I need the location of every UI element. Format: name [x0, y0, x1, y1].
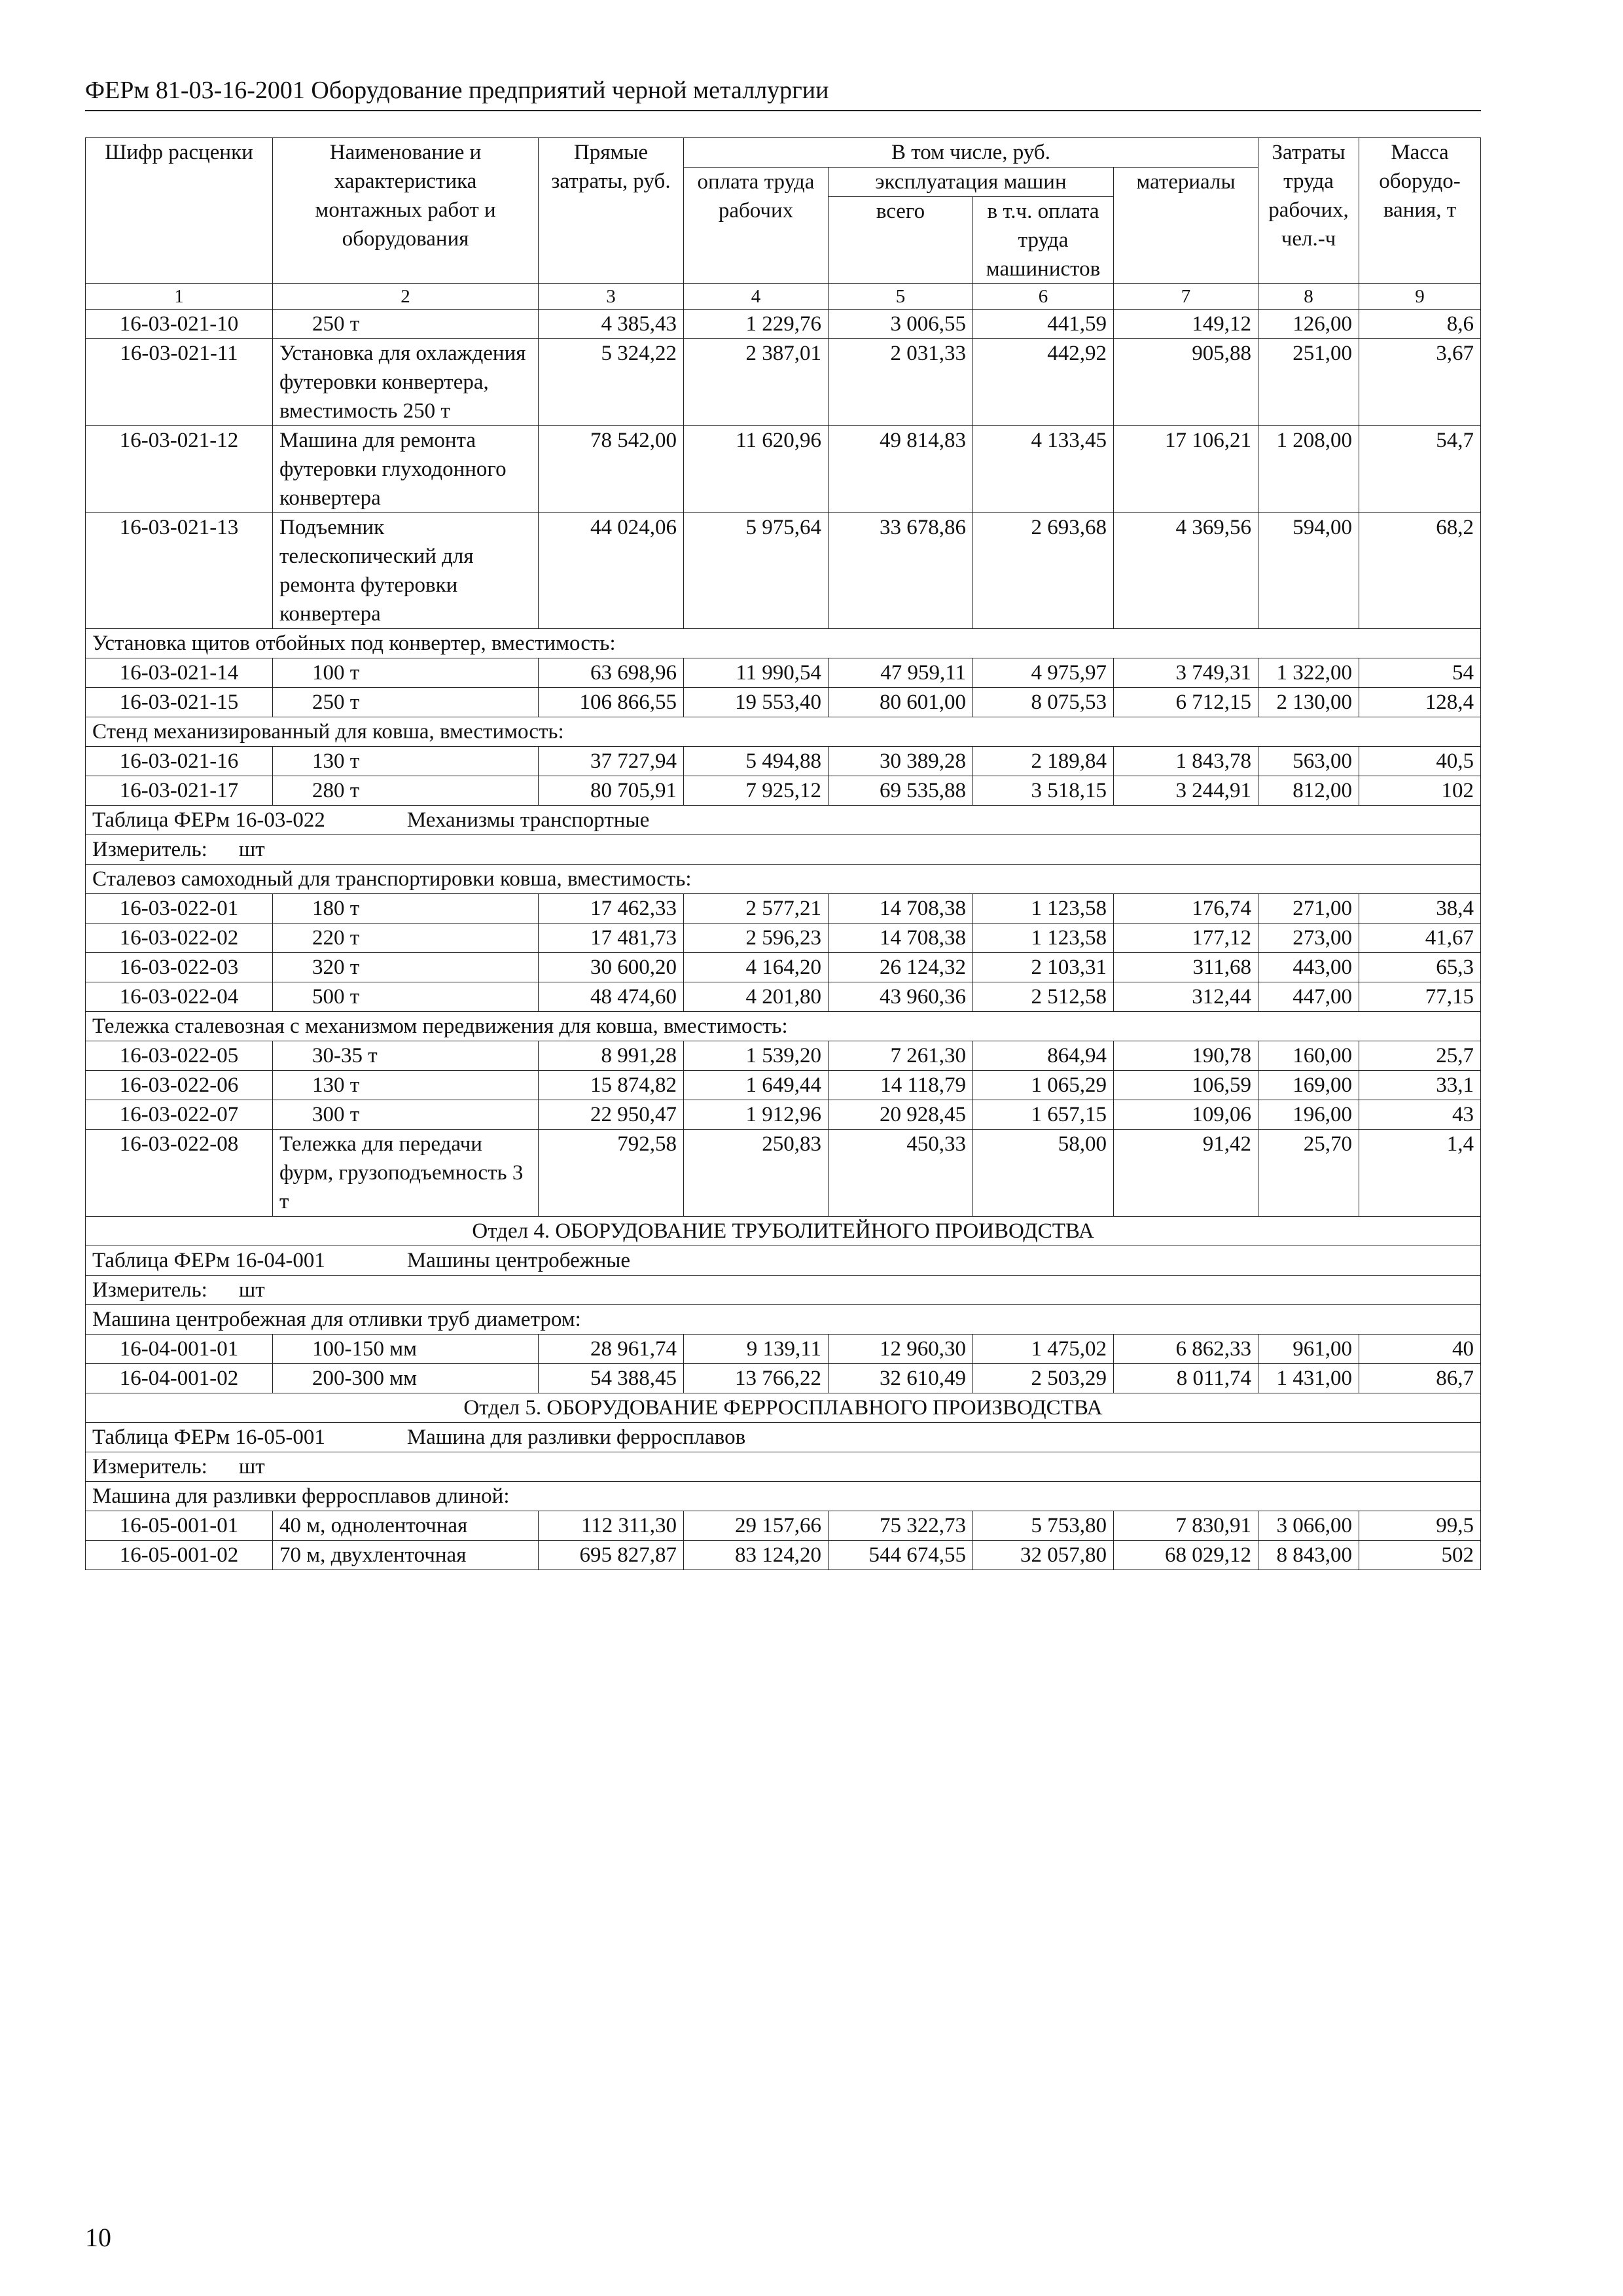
work-name: Тележка для передачи фурм, грузоподъемность 3 т — [273, 1130, 539, 1217]
labor-hours: 25,70 — [1258, 1130, 1359, 1217]
machines-total: 30 389,28 — [829, 747, 973, 776]
work-name: 70 м, двухленточная — [273, 1541, 539, 1570]
col-header-machinists-pay: в т.ч. оплата труда машинистов — [973, 197, 1114, 284]
table-row — [86, 1130, 1481, 1217]
table-row — [86, 310, 1481, 339]
equipment-mass: 43 — [1359, 1100, 1481, 1130]
labor-hours: 126,00 — [1258, 310, 1359, 339]
equipment-mass: 68,2 — [1359, 513, 1481, 629]
machines-total: 450,33 — [829, 1130, 973, 1217]
column-number: 5 — [829, 284, 973, 310]
materials: 91,42 — [1114, 1130, 1258, 1217]
labor-pay: 9 139,11 — [684, 1335, 829, 1364]
measure-row — [86, 835, 1481, 865]
machinists-pay: 2 693,68 — [973, 513, 1114, 629]
measure-value: шт — [238, 1278, 265, 1302]
table-row — [86, 982, 1481, 1012]
work-name: Установка для охлаждения футеровки конвертера, вместимость 250 т — [273, 339, 539, 426]
column-number: 4 — [684, 284, 829, 310]
direct-costs: 17 462,33 — [539, 894, 684, 924]
machinists-pay: 3 518,15 — [973, 776, 1114, 806]
materials: 68 029,12 — [1114, 1541, 1258, 1570]
group-heading: Тележка сталевозная с механизмом передвижения для ковша, вместимость: — [86, 1012, 1481, 1041]
equipment-mass: 40 — [1359, 1335, 1481, 1364]
equipment-mass: 102 — [1359, 776, 1481, 806]
materials: 177,12 — [1114, 924, 1258, 953]
running-header: ФЕРм 81-03-16-2001 Оборудование предприятий черной металлургии — [85, 71, 1481, 111]
work-name: 500 т — [273, 982, 539, 1012]
machines-total: 75 322,73 — [829, 1511, 973, 1541]
table-title — [86, 806, 1481, 835]
machines-total: 12 960,30 — [829, 1335, 973, 1364]
direct-costs: 44 024,06 — [539, 513, 684, 629]
equipment-mass: 38,4 — [1359, 894, 1481, 924]
work-name: Машина для ремонта футеровки глуходонного конвертера — [273, 426, 539, 513]
rate-code: 16-03-021-15 — [86, 688, 273, 717]
machinists-pay: 2 512,58 — [973, 982, 1114, 1012]
work-name: 180 т — [273, 894, 539, 924]
rate-code: 16-03-021-17 — [86, 776, 273, 806]
labor-pay: 1 229,76 — [684, 310, 829, 339]
table-title — [86, 1423, 1481, 1452]
direct-costs: 15 874,82 — [539, 1071, 684, 1100]
section-heading: Отдел 4. ОБОРУДОВАНИЕ ТРУБОЛИТЕЙНОГО ПРОИВОДСТВА — [86, 1217, 1481, 1246]
col-group-machines: эксплуатация машин — [829, 168, 1114, 197]
equipment-mass: 54,7 — [1359, 426, 1481, 513]
equipment-mass: 3,67 — [1359, 339, 1481, 426]
labor-pay: 13 766,22 — [684, 1364, 829, 1393]
table-row — [86, 339, 1481, 426]
labor-hours: 3 066,00 — [1258, 1511, 1359, 1541]
materials: 7 830,91 — [1114, 1511, 1258, 1541]
labor-hours: 2 130,00 — [1258, 688, 1359, 717]
table-title-code: Таблица ФЕРм 16-03-022 — [92, 808, 325, 832]
direct-costs: 17 481,73 — [539, 924, 684, 953]
direct-costs: 54 388,45 — [539, 1364, 684, 1393]
machinists-pay: 1 123,58 — [973, 894, 1114, 924]
measure-unit — [86, 1452, 1481, 1482]
materials: 4 369,56 — [1114, 513, 1258, 629]
rate-code: 16-03-022-04 — [86, 982, 273, 1012]
work-name: 250 т — [273, 688, 539, 717]
measure-row — [86, 1276, 1481, 1305]
rate-code: 16-03-021-13 — [86, 513, 273, 629]
work-name: 200-300 мм — [273, 1364, 539, 1393]
section-heading-row — [86, 1393, 1481, 1423]
materials: 106,59 — [1114, 1071, 1258, 1100]
group-heading-row — [86, 717, 1481, 747]
measure-unit — [86, 1276, 1481, 1305]
labor-pay: 4 164,20 — [684, 953, 829, 982]
labor-pay: 5 975,64 — [684, 513, 829, 629]
labor-hours: 251,00 — [1258, 339, 1359, 426]
direct-costs: 792,58 — [539, 1130, 684, 1217]
table-title — [86, 1246, 1481, 1276]
col-header-code: Шифр расценки — [86, 138, 273, 284]
table-title-name: Машины центробежные — [406, 1249, 631, 1272]
machinists-pay: 441,59 — [973, 310, 1114, 339]
machinists-pay: 1 123,58 — [973, 924, 1114, 953]
materials: 3 244,91 — [1114, 776, 1258, 806]
column-number: 9 — [1359, 284, 1481, 310]
rate-code: 16-03-022-02 — [86, 924, 273, 953]
page-number: 10 — [85, 2223, 111, 2252]
machines-total: 3 006,55 — [829, 310, 973, 339]
measure-label: Измеритель: — [92, 1278, 207, 1302]
equipment-mass: 54 — [1359, 658, 1481, 688]
equipment-mass: 128,4 — [1359, 688, 1481, 717]
machines-total: 7 261,30 — [829, 1041, 973, 1071]
labor-hours: 1 431,00 — [1258, 1364, 1359, 1393]
labor-hours: 271,00 — [1258, 894, 1359, 924]
equipment-mass: 25,7 — [1359, 1041, 1481, 1071]
direct-costs: 8 991,28 — [539, 1041, 684, 1071]
measure-row — [86, 1452, 1481, 1482]
labor-hours: 812,00 — [1258, 776, 1359, 806]
rate-code: 16-05-001-02 — [86, 1541, 273, 1570]
section-heading-row — [86, 1217, 1481, 1246]
table-row — [86, 776, 1481, 806]
group-heading: Стенд механизированный для ковша, вместимость: — [86, 717, 1481, 747]
measure-label: Измеритель: — [92, 838, 207, 861]
equipment-mass: 41,67 — [1359, 924, 1481, 953]
table-row — [86, 1100, 1481, 1130]
col-header-materials: материалы — [1114, 168, 1258, 284]
machines-total: 49 814,83 — [829, 426, 973, 513]
col-header-mass: Масса оборудо-вания, т — [1359, 138, 1481, 284]
labor-pay: 1 649,44 — [684, 1071, 829, 1100]
work-name: 130 т — [273, 1071, 539, 1100]
col-header-name: Наименование и характеристика монтажных работ и оборудования — [273, 138, 539, 284]
machines-total: 80 601,00 — [829, 688, 973, 717]
group-heading-row — [86, 1012, 1481, 1041]
machines-total: 20 928,45 — [829, 1100, 973, 1130]
materials: 149,12 — [1114, 310, 1258, 339]
machines-total: 32 610,49 — [829, 1364, 973, 1393]
labor-pay: 2 387,01 — [684, 339, 829, 426]
machinists-pay: 2 503,29 — [973, 1364, 1114, 1393]
col-header-direct-costs: Прямые затраты, руб. — [539, 138, 684, 284]
table-row — [86, 1335, 1481, 1364]
labor-pay: 4 201,80 — [684, 982, 829, 1012]
machines-total: 14 708,38 — [829, 894, 973, 924]
labor-hours: 169,00 — [1258, 1071, 1359, 1100]
work-name: Подъемник телескопический для ремонта футеровки конвертера — [273, 513, 539, 629]
table-title-row — [86, 1246, 1481, 1276]
table-title-code: Таблица ФЕРм 16-05-001 — [92, 1426, 325, 1449]
direct-costs: 22 950,47 — [539, 1100, 684, 1130]
table-row — [86, 894, 1481, 924]
machines-total: 544 674,55 — [829, 1541, 973, 1570]
machines-total: 33 678,86 — [829, 513, 973, 629]
materials: 17 106,21 — [1114, 426, 1258, 513]
table-row — [86, 658, 1481, 688]
rate-code: 16-03-021-12 — [86, 426, 273, 513]
direct-costs: 78 542,00 — [539, 426, 684, 513]
direct-costs: 37 727,94 — [539, 747, 684, 776]
rate-code: 16-03-022-05 — [86, 1041, 273, 1071]
machinists-pay: 32 057,80 — [973, 1541, 1114, 1570]
direct-costs: 5 324,22 — [539, 339, 684, 426]
machines-total: 69 535,88 — [829, 776, 973, 806]
col-header-labor-hours: Затраты труда рабочих, чел.-ч — [1258, 138, 1359, 284]
direct-costs: 63 698,96 — [539, 658, 684, 688]
direct-costs: 30 600,20 — [539, 953, 684, 982]
labor-hours: 8 843,00 — [1258, 1541, 1359, 1570]
rate-code: 16-03-022-06 — [86, 1071, 273, 1100]
column-number: 6 — [973, 284, 1114, 310]
group-heading: Машина центробежная для отливки труб диаметром: — [86, 1305, 1481, 1335]
machines-total: 14 118,79 — [829, 1071, 973, 1100]
materials: 8 011,74 — [1114, 1364, 1258, 1393]
equipment-mass: 65,3 — [1359, 953, 1481, 982]
machinists-pay: 1 475,02 — [973, 1335, 1114, 1364]
table-row — [86, 513, 1481, 629]
measure-value: шт — [238, 838, 265, 861]
rate-code: 16-03-022-07 — [86, 1100, 273, 1130]
work-name: 250 т — [273, 310, 539, 339]
equipment-mass: 86,7 — [1359, 1364, 1481, 1393]
labor-hours: 594,00 — [1258, 513, 1359, 629]
table-title-code: Таблица ФЕРм 16-04-001 — [92, 1249, 325, 1272]
direct-costs: 695 827,87 — [539, 1541, 684, 1570]
table-title-row — [86, 1423, 1481, 1452]
table-row — [86, 426, 1481, 513]
labor-hours: 1 208,00 — [1258, 426, 1359, 513]
work-name: 280 т — [273, 776, 539, 806]
table-row — [86, 688, 1481, 717]
labor-pay: 11 620,96 — [684, 426, 829, 513]
table-row — [86, 1041, 1481, 1071]
machinists-pay: 442,92 — [973, 339, 1114, 426]
measure-label: Измеритель: — [92, 1455, 207, 1479]
table-row — [86, 953, 1481, 982]
materials: 109,06 — [1114, 1100, 1258, 1130]
rate-code: 16-03-022-08 — [86, 1130, 273, 1217]
equipment-mass: 502 — [1359, 1541, 1481, 1570]
rate-code: 16-03-022-03 — [86, 953, 273, 982]
labor-pay: 1 912,96 — [684, 1100, 829, 1130]
price-table — [85, 137, 1481, 1570]
machinists-pay: 2 189,84 — [973, 747, 1114, 776]
labor-pay: 1 539,20 — [684, 1041, 829, 1071]
machinists-pay: 1 657,15 — [973, 1100, 1114, 1130]
column-number: 8 — [1258, 284, 1359, 310]
table-title-name: Машина для разливки ферросплавов — [406, 1426, 746, 1449]
table-header — [86, 138, 1481, 310]
machines-total: 43 960,36 — [829, 982, 973, 1012]
labor-hours: 563,00 — [1258, 747, 1359, 776]
work-name: 320 т — [273, 953, 539, 982]
direct-costs: 80 705,91 — [539, 776, 684, 806]
table-title-name: Механизмы транспортные — [406, 808, 650, 832]
work-name: 100-150 мм — [273, 1335, 539, 1364]
col-header-machines-total: всего — [829, 197, 973, 284]
direct-costs: 4 385,43 — [539, 310, 684, 339]
measure-unit — [86, 835, 1481, 865]
machines-total: 47 959,11 — [829, 658, 973, 688]
column-number: 1 — [86, 284, 273, 310]
column-numbers-row — [86, 284, 1481, 310]
rate-code: 16-03-022-01 — [86, 894, 273, 924]
machinists-pay: 8 075,53 — [973, 688, 1114, 717]
labor-pay: 2 596,23 — [684, 924, 829, 953]
labor-hours: 961,00 — [1258, 1335, 1359, 1364]
materials: 311,68 — [1114, 953, 1258, 982]
labor-pay: 19 553,40 — [684, 688, 829, 717]
materials: 176,74 — [1114, 894, 1258, 924]
machinists-pay: 4 133,45 — [973, 426, 1114, 513]
direct-costs: 28 961,74 — [539, 1335, 684, 1364]
group-heading-row — [86, 1482, 1481, 1511]
rate-code: 16-03-021-16 — [86, 747, 273, 776]
group-heading: Сталевоз самоходный для транспортировки ковша, вместимость: — [86, 865, 1481, 894]
labor-pay: 2 577,21 — [684, 894, 829, 924]
section-heading: Отдел 5. ОБОРУДОВАНИЕ ФЕРРОСПЛАВНОГО ПРОИЗВОДСТВА — [86, 1393, 1481, 1423]
measure-value: шт — [238, 1455, 265, 1479]
labor-pay: 7 925,12 — [684, 776, 829, 806]
machinists-pay: 58,00 — [973, 1130, 1114, 1217]
work-name: 300 т — [273, 1100, 539, 1130]
equipment-mass: 1,4 — [1359, 1130, 1481, 1217]
materials: 3 749,31 — [1114, 658, 1258, 688]
materials: 312,44 — [1114, 982, 1258, 1012]
labor-pay: 11 990,54 — [684, 658, 829, 688]
rate-code: 16-03-021-14 — [86, 658, 273, 688]
work-name: 40 м, одноленточная — [273, 1511, 539, 1541]
equipment-mass: 77,15 — [1359, 982, 1481, 1012]
machinists-pay: 1 065,29 — [973, 1071, 1114, 1100]
column-number: 3 — [539, 284, 684, 310]
direct-costs: 112 311,30 — [539, 1511, 684, 1541]
rate-code: 16-04-001-02 — [86, 1364, 273, 1393]
machinists-pay: 2 103,31 — [973, 953, 1114, 982]
work-name: 30-35 т — [273, 1041, 539, 1071]
table-body — [86, 310, 1481, 1570]
labor-hours: 1 322,00 — [1258, 658, 1359, 688]
labor-pay: 29 157,66 — [684, 1511, 829, 1541]
labor-hours: 160,00 — [1258, 1041, 1359, 1071]
equipment-mass: 33,1 — [1359, 1071, 1481, 1100]
table-row — [86, 924, 1481, 953]
labor-pay: 83 124,20 — [684, 1541, 829, 1570]
rate-code: 16-05-001-01 — [86, 1511, 273, 1541]
direct-costs: 48 474,60 — [539, 982, 684, 1012]
labor-pay: 5 494,88 — [684, 747, 829, 776]
column-number: 7 — [1114, 284, 1258, 310]
table-row — [86, 1364, 1481, 1393]
labor-hours: 273,00 — [1258, 924, 1359, 953]
machinists-pay: 5 753,80 — [973, 1511, 1114, 1541]
group-heading-row — [86, 1305, 1481, 1335]
equipment-mass: 99,5 — [1359, 1511, 1481, 1541]
work-name: 100 т — [273, 658, 539, 688]
work-name: 130 т — [273, 747, 539, 776]
labor-hours: 443,00 — [1258, 953, 1359, 982]
direct-costs: 106 866,55 — [539, 688, 684, 717]
materials: 905,88 — [1114, 339, 1258, 426]
group-heading: Машина для разливки ферросплавов длиной: — [86, 1482, 1481, 1511]
table-row — [86, 1071, 1481, 1100]
equipment-mass: 8,6 — [1359, 310, 1481, 339]
labor-hours: 447,00 — [1258, 982, 1359, 1012]
col-group-including: В том числе, руб. — [684, 138, 1258, 168]
machines-total: 14 708,38 — [829, 924, 973, 953]
work-name: 220 т — [273, 924, 539, 953]
machinists-pay: 4 975,97 — [973, 658, 1114, 688]
labor-hours: 196,00 — [1258, 1100, 1359, 1130]
group-heading-row — [86, 865, 1481, 894]
table-row — [86, 1511, 1481, 1541]
materials: 1 843,78 — [1114, 747, 1258, 776]
materials: 6 712,15 — [1114, 688, 1258, 717]
column-number: 2 — [273, 284, 539, 310]
materials: 190,78 — [1114, 1041, 1258, 1071]
group-heading-row — [86, 629, 1481, 658]
table-title-row — [86, 806, 1481, 835]
machines-total: 2 031,33 — [829, 339, 973, 426]
machines-total: 26 124,32 — [829, 953, 973, 982]
labor-pay: 250,83 — [684, 1130, 829, 1217]
rate-code: 16-04-001-01 — [86, 1335, 273, 1364]
materials: 6 862,33 — [1114, 1335, 1258, 1364]
table-row — [86, 747, 1481, 776]
rate-code: 16-03-021-11 — [86, 339, 273, 426]
rate-code: 16-03-021-10 — [86, 310, 273, 339]
equipment-mass: 40,5 — [1359, 747, 1481, 776]
col-header-labor-pay: оплата труда рабочих — [684, 168, 829, 284]
machinists-pay: 864,94 — [973, 1041, 1114, 1071]
group-heading: Установка щитов отбойных под конвертер, вместимость: — [86, 629, 1481, 658]
table-row — [86, 1541, 1481, 1570]
